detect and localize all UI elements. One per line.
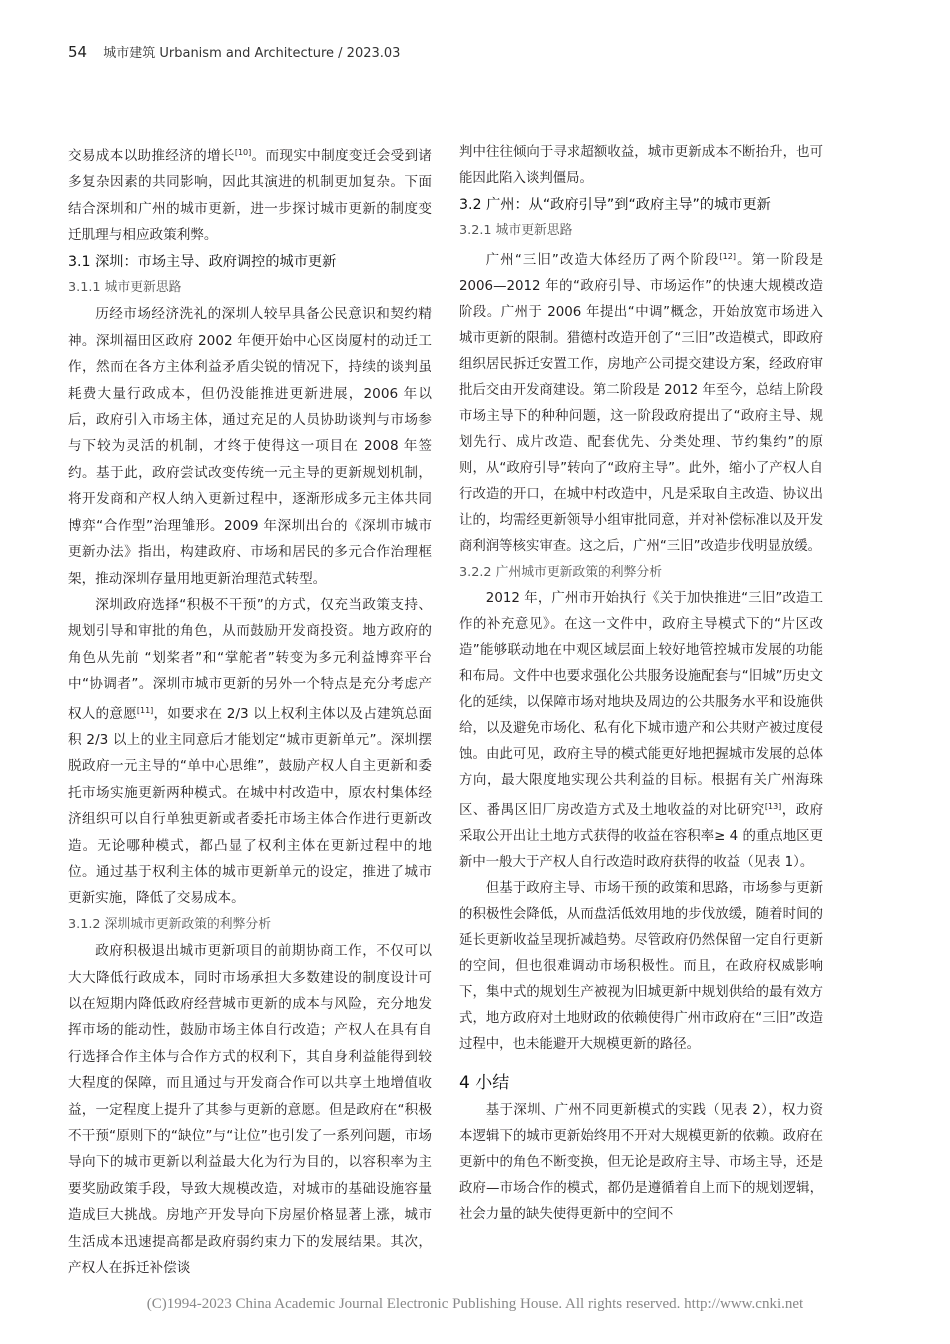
section-heading-4: 4 小结	[459, 1073, 510, 1093]
running-header	[68, 42, 400, 61]
page-number: 54	[68, 43, 88, 61]
text: ，如要求在 2/3 以上权利主体以及占建筑总面积 2/3 以上的业主同意后才能划定“城市更新单元”。深圳摆脱政府一元主导的“单中心思维”，鼓励产权人自主更新和委托市场实施更新两种模式。在城中村改造中，原农村集体经济组织可以自行单独更新或者委托市场主体合作进行更新改造。无论哪种模式，都凸显了权利主体在更新过程中的地位。通过基于权利主体的城市更新单元的设定，推进了城市更新实施，降低了交易成本。	[68, 705, 432, 907]
section-heading-3-1: 3.1 深圳：市场主导、政府调控的城市更新	[68, 253, 337, 270]
text: 交易成本以助推经济的增长	[68, 148, 235, 164]
paragraph	[68, 140, 432, 249]
paragraph	[459, 586, 823, 876]
citation: [12]	[719, 252, 736, 261]
subsection-heading-3-2-2: 3.2.2 广州城市更新政策的利弊分析	[459, 565, 662, 580]
paragraph	[459, 244, 823, 560]
section-heading-3-2: 3.2 广州：从“政府引导”到“政府主导”的城市更新	[459, 197, 771, 213]
text: 。第一阶段是 2006—2012 年的“政府引导、市场运作”的快速大规模改造阶段。广州于 2006 年提出“中调”概念，开始放宽市场进入城市更新的限制。猎德村改造开创了“三旧”改造模式，即政府组织居民拆迁安置工作，房地产公司提交建设方案，经政府审批后交由开发商建设。第二阶段是 2012 年至今，总结上阶段市场主导下的种种问题，这一阶段政府提出了“政府主导、规划先行、成片改造、配套优先、分类处理、节约集约”的原则，从“政府引导”转向了“政府主导”。此外，缩小了产权人自行改造的开口，在城中村改造中，凡是采取自主改造、协议出让的，均需经更新领导小组审批同意，并对补偿标准以及开发商利润等核实审查。这之后，广州“三旧”改造步伐明显放缓。	[459, 253, 824, 554]
paragraph: 但基于政府主导、市场干预的政策和思路，市场参与更新的积极性会降低，从而盘活低效用地的步伐放缓，随着时间的延长更新收益呈现折减趋势。尽管政府仍然保留一定自行更新的空间，但也很难调动市场积极性。而且，在政府权威影响下，集中式的规划生产被视为旧城更新中规划供给的最有效方式，地方政府对土地财政的依赖使得广州市政府在“三旧”改造过程中，也未能避开大规模更新的路径。	[459, 881, 823, 1052]
paragraph	[68, 592, 432, 912]
text: 深圳政府选择“积极不干预”的方式，仅充当政策支持、规划引导和审批的角色，从而鼓励开发商投资。地方政府的角色从先前 “划桨者”和“掌舵者”转变为多元利益博弈平台中“协调者”。深圳市城市更新的另外一个特点是充分考虑产权人的意愿	[68, 596, 432, 722]
citation: [13]	[764, 802, 782, 811]
copyright-footer: (C)1994-2023 China Academic Journal Electronic Publishing House. All rights reserved. http://www.cnki.net	[146, 1296, 804, 1312]
paragraph: 判中往往倾向于寻求超额收益，城市更新成本不断抬升，也可能因此陷入谈判僵局。	[459, 145, 823, 186]
subsection-heading-3-2-1: 3.2.1 城市更新思路	[459, 223, 573, 238]
text: 2012 年，广州市开始执行《关于加快推进“三旧”改造工作的补充意见》。在这一文件中，政府主导模式下的“片区改造”能够联动地在中观区域层面上较好地管控城市发展的功能和布局。文件中也要求强化公共服务设施配套与“旧城”历史文化的延续，以保障市场对地块及周边的公共服务水平和设施供给，以及避免市场化、私有化下城市遗产和公共财产被过度侵蚀。由此可见，政府主导的模式能更好地把握城市发展的总体方向，最大限度地实现公共利益的目标。根据有关广州海珠区、番禺区旧厂房改造方式及土地收益的对比研究	[459, 591, 823, 818]
text: 广州“三旧”改造大体经历了两个阶段	[485, 253, 720, 268]
paragraph: 政府积极退出城市更新项目的前期协商工作，不仅可以大大降低行政成本，同时市场承担大多数建设的制度设计可以在短期内降低政府经营城市更新的成本与风险，充分地发挥市场的能动性，鼓励市场主体自行改造；产权人在具有自行选择合作主体与合作方式的权利下，其自身利益能得到较大程度的保障，而且通过与开发商合作可以共享土地增值收益，一定程度上提升了其参与更新的意愿。但是政府在“积极不干预“原则下的“缺位”与“让位”也引发了一系列问题，市场导向下的城市更新以利益最大化为行为目的，以容积率为主要奖励政策手段，导致大规模改造，对城市的基础设施容量造成巨大挑战。房地产开发导向下房屋价格显著上涨，城市生活成本迅速提高都是政府弱约束力下的发展结果。其次，产权人在拆迁补偿谈	[68, 943, 432, 1277]
right-column	[459, 140, 823, 1228]
subsection-heading-3-1-2: 3.1.2 深圳城市更新政策的利弊分析	[68, 916, 271, 932]
paragraph: 历经市场经济洗礼的深圳人较早具备公民意识和契约精神。深圳福田区政府 2002 年便开始中心区岗厦村的动迁工作，然而在各方主体利益矛盾尖锐的情况下，持续的谈判虽耗费大量行政成本，但仍没能推进更新进展，2006 年以后，政府引入市场主体，通过充足的人员协助谈判与市场参与下较为灵活的机制，才终于使得这一项目在 2008 年签约。基于此，政府尝试改变传统一元主导的更新规划机制，将开发商和产权人纳入更新过程中，逐渐形成多元主体共同博弈“合作型”治理雏形。2009 年深圳出台的《深圳市城市更新办法》指出，构建政府、市场和居民的多元合作治理框架，推动深圳存量用地更新治理范式转型。	[68, 306, 432, 587]
citation: [10]	[234, 148, 252, 157]
subsection-heading-3-1-1: 3.1.1 城市更新思路	[68, 280, 182, 296]
journal-title: 城市建筑 Urbanism and Architecture / 2023.03	[103, 46, 401, 61]
text: ，政府采取公开出让土地方式获得的收益在容积率≥ 4 的重点地区更新中一般大于产权人自行改造时政府获得的收益（见表 1）。	[459, 803, 824, 870]
text: 。而现实中制度变迁会受到诸多复杂因素的共同影响，因此其演进的机制更加复杂。下面结合深圳和广州的城市更新，进一步探讨城市更新的制度变迁肌理与相应政策利弊。	[68, 148, 433, 244]
left-column	[68, 140, 432, 1281]
citation: [11]	[136, 705, 154, 715]
paragraph: 基于深圳、广州不同更新模式的实践（见表 2），权力资本逻辑下的城市更新始终用不开对大规模更新的依赖。政府在更新中的角色不断变换，但无论是政府主导、市场主导，还是政府—市场合作的模式，都仍是遵循着自上而下的规划逻辑，社会力量的缺失使得更新中的空间不	[459, 1103, 823, 1222]
